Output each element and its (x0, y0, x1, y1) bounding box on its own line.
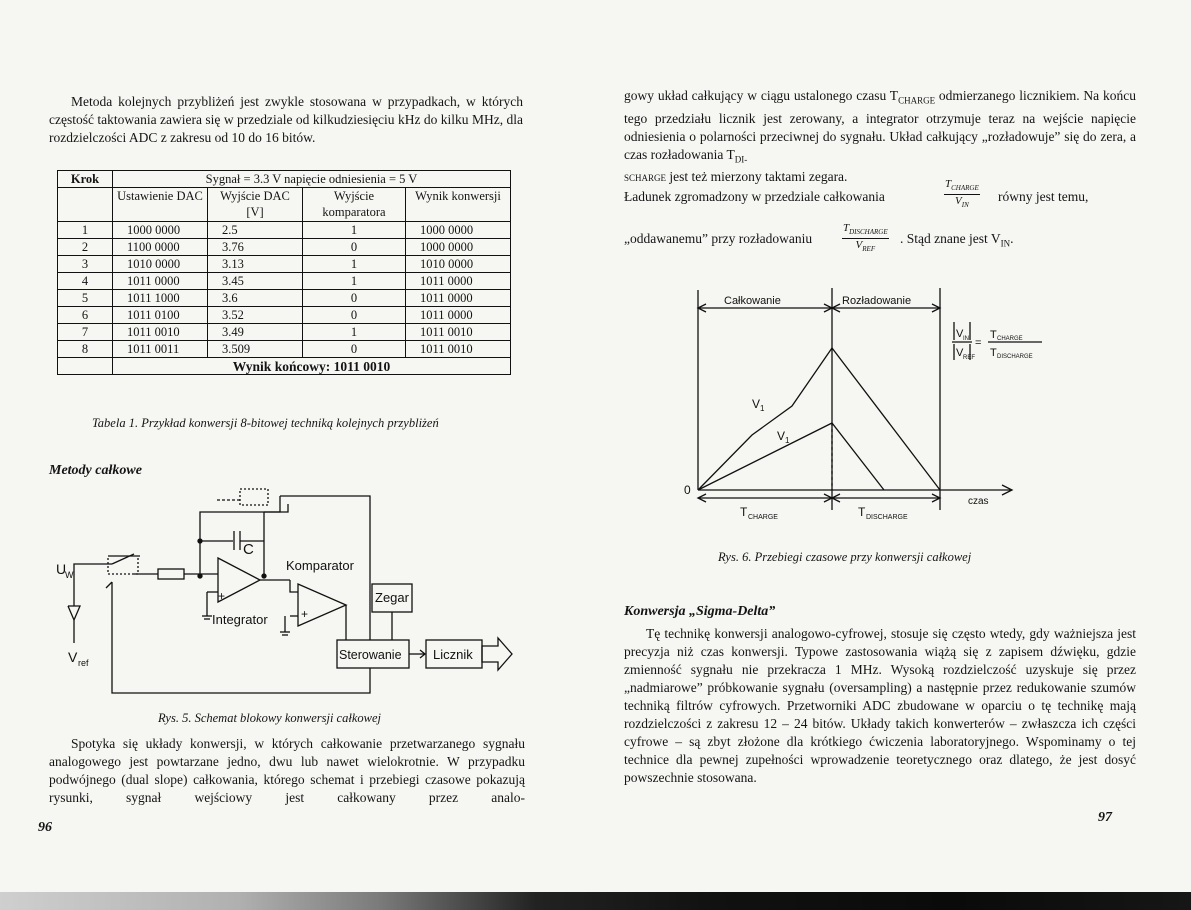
final-result: Wynik końcowy: 1011 0010 (113, 358, 511, 375)
tcharge-label: T (740, 505, 748, 519)
table-row: 3 1010 0000 3.13 1 1010 0000 (58, 256, 511, 273)
table-caption: Tabela 1. Przykład konwersji 8-bitowej techniką kolejnych przybliżeń (92, 416, 439, 430)
uw-sub: W (65, 570, 74, 580)
line-charge-ratio-b: równy jest temu, (998, 189, 1089, 204)
v1-label-upper: V (752, 397, 761, 411)
svg-text:REF: REF (963, 355, 975, 361)
figure5-caption: Rys. 5. Schemat blokowy konwersji całkowej (158, 711, 381, 725)
table-row: 2 1100 0000 3.76 0 1000 0000 (58, 239, 511, 256)
svg-text:DISCHARGE: DISCHARGE (866, 514, 908, 521)
table-row: 8 1011 0011 3.509 0 1011 0010 (58, 341, 511, 358)
uw-label: U (56, 561, 67, 577)
control-label: Sterowanie (339, 648, 402, 662)
page-number-right: 97 (1098, 810, 1112, 825)
ratio-vref: V (956, 347, 964, 359)
svg-text:CHARGE: CHARGE (748, 514, 778, 521)
line-discharge-b: . Stąd znane jest $V_{IN}$. (900, 231, 1014, 249)
header-conversion-result: Wynik konwersji (406, 188, 511, 222)
zero-label: 0 (684, 483, 691, 497)
ratio-vin: V (956, 328, 964, 340)
header-comparator-output: Wyjście komparatora (303, 188, 406, 222)
comparator-plus: + (301, 607, 309, 621)
fraction-tcharge-vin: $T_{CHARGE}$ $V_{IN}$ (945, 178, 979, 210)
table-row: 4 1011 0000 3.45 1 1011 0000 (58, 273, 511, 290)
table-row: 7 1011 0010 3.49 1 1011 0010 (58, 324, 511, 341)
integrator-plus: + (218, 589, 226, 603)
ratio-equals: = (975, 337, 982, 349)
section-heading-sigma-delta: Konwersja „Sigma-Delta” (624, 604, 776, 619)
svg-text:1: 1 (785, 436, 790, 445)
capacitor-label: C (243, 541, 254, 558)
ratio-tdischarge: T (990, 347, 997, 359)
tdischarge-label: T (858, 505, 866, 519)
counter-label: Licznik (433, 647, 473, 662)
table-row: 5 1011 1000 3.6 0 1011 0000 (58, 290, 511, 307)
paragraph-dual-slope: Spotyka się układy konwersji, w których całkowanie przetwarzanego sygnału analogowego jest powtarzane jedno, dwu lub nawet wielokrotnie. W przypadku podwójnego (dual slope) całkowania, którego schemat i przebiegi czasowe pokazują rysunki, sygnał wejściowy jest całkowany przez analo- (49, 736, 525, 805)
table-row: 1 1000 0000 2.5 1 1000 0000 (58, 222, 511, 239)
integrator-label: Integrator (212, 612, 268, 627)
ratio-tcharge: T (990, 329, 997, 341)
svg-text:CHARGE: CHARGE (997, 336, 1023, 342)
v1-label-lower: V (777, 429, 786, 443)
time-axis-label: czas (968, 496, 989, 507)
section-heading-integral: Metody całkowe (49, 463, 142, 478)
vref-label: V (68, 649, 78, 665)
scan-edge (0, 892, 1191, 910)
comparator-label: Komparator (286, 558, 354, 573)
dual-slope-timing-diagram (682, 280, 1062, 530)
table-span-header: Sygnał = 3.3 V napięcie odniesienia = 5 V (113, 171, 511, 188)
line-discharge-a: „oddawanemu” przy rozładowaniu (624, 231, 813, 246)
conversion-table (57, 170, 511, 375)
intro-paragraph: Metoda kolejnych przybliżeń jest zwykle stosowana w przypadkach, w których częstość taktowania zawiera się w przedziale od kilkudziesięciu kHz do kilku MHz, dla rozdzielczości ADC z zakresu od 10 do 16 bitów. (49, 94, 523, 145)
svg-text:IN: IN (963, 336, 969, 342)
header-dac-setting: Ustawienie DAC (113, 188, 208, 222)
integration-label: Całkowanie (724, 295, 781, 307)
integrating-adc-schematic (50, 488, 530, 708)
header-dac-output: Wyjście DAC [V] (208, 188, 303, 222)
line-charge-ratio-a: Ładunek zgromadzony w przedziale całkowania (624, 189, 885, 204)
table-row: 6 1011 0100 3.52 0 1011 0000 (58, 307, 511, 324)
figure6-caption: Rys. 6. Przebiegi czasowe przy konwersji całkowej (718, 550, 972, 564)
vref-sub: ref (78, 658, 89, 668)
page-number-left: 96 (38, 820, 52, 835)
paragraph-charge: gowy układ całkujący w ciągu ustalonego czasu $T_{CHARGE}$ odmierzanego licznikiem. Na końcu tego przedziału licznik jest zerowany, a integrator otrzymuje teraz na wejście napięcie odniesienia o polarności przeciwnej do sygnału. Układ całkujący „rozładowuje” się do zera, a czas rozładowania $T_{DI-}$ SCHARGE jest też mierzony taktami zegara. (624, 88, 1136, 185)
discharge-label: Rozładowanie (842, 295, 912, 307)
svg-text:DISCHARGE: DISCHARGE (997, 354, 1033, 360)
clock-label: Zegar (375, 590, 409, 605)
paragraph-sigma-delta: Tę technikę konwersji analogowo-cyfrowej, stosuje się często wtedy, gdy ważniejsza jest precyzja niż czas konwersji. Typowe zastosowania wiążą się z zapisem dźwięku, gdzie zmienność sygnału nie przekracza 1 MHz. Wysoką rozdzielczość uzyskuje się przez „nadmiarowe” próbkowanie sygnału (oversampling) a następnie przez redukowanie szumów techniką filtrów cyfrowych. Przetworniki ADC zbudowane w oparciu o tę technikę mają rozdzielczości z zakresu 12 – 24 bitów. Układy takich konwerterów – zwłaszcza ich części cyfrowe – są zbyt złożone dla krótkiego ćwiczenia laboratoryjnego. Wspominamy o tej technice dla pewnej zupełności wprowadzenie teoretycznego oraz dlatego, że jest dosyć powszechnie stosowana. (624, 626, 1136, 785)
col-krok-header: Krok (58, 171, 113, 188)
right-page (590, 0, 1191, 910)
left-page (0, 0, 590, 910)
svg-text:1: 1 (760, 404, 765, 413)
fraction-tdischarge-vref: $T_{DISCHARGE}$ $V_{REF}$ (843, 222, 888, 254)
